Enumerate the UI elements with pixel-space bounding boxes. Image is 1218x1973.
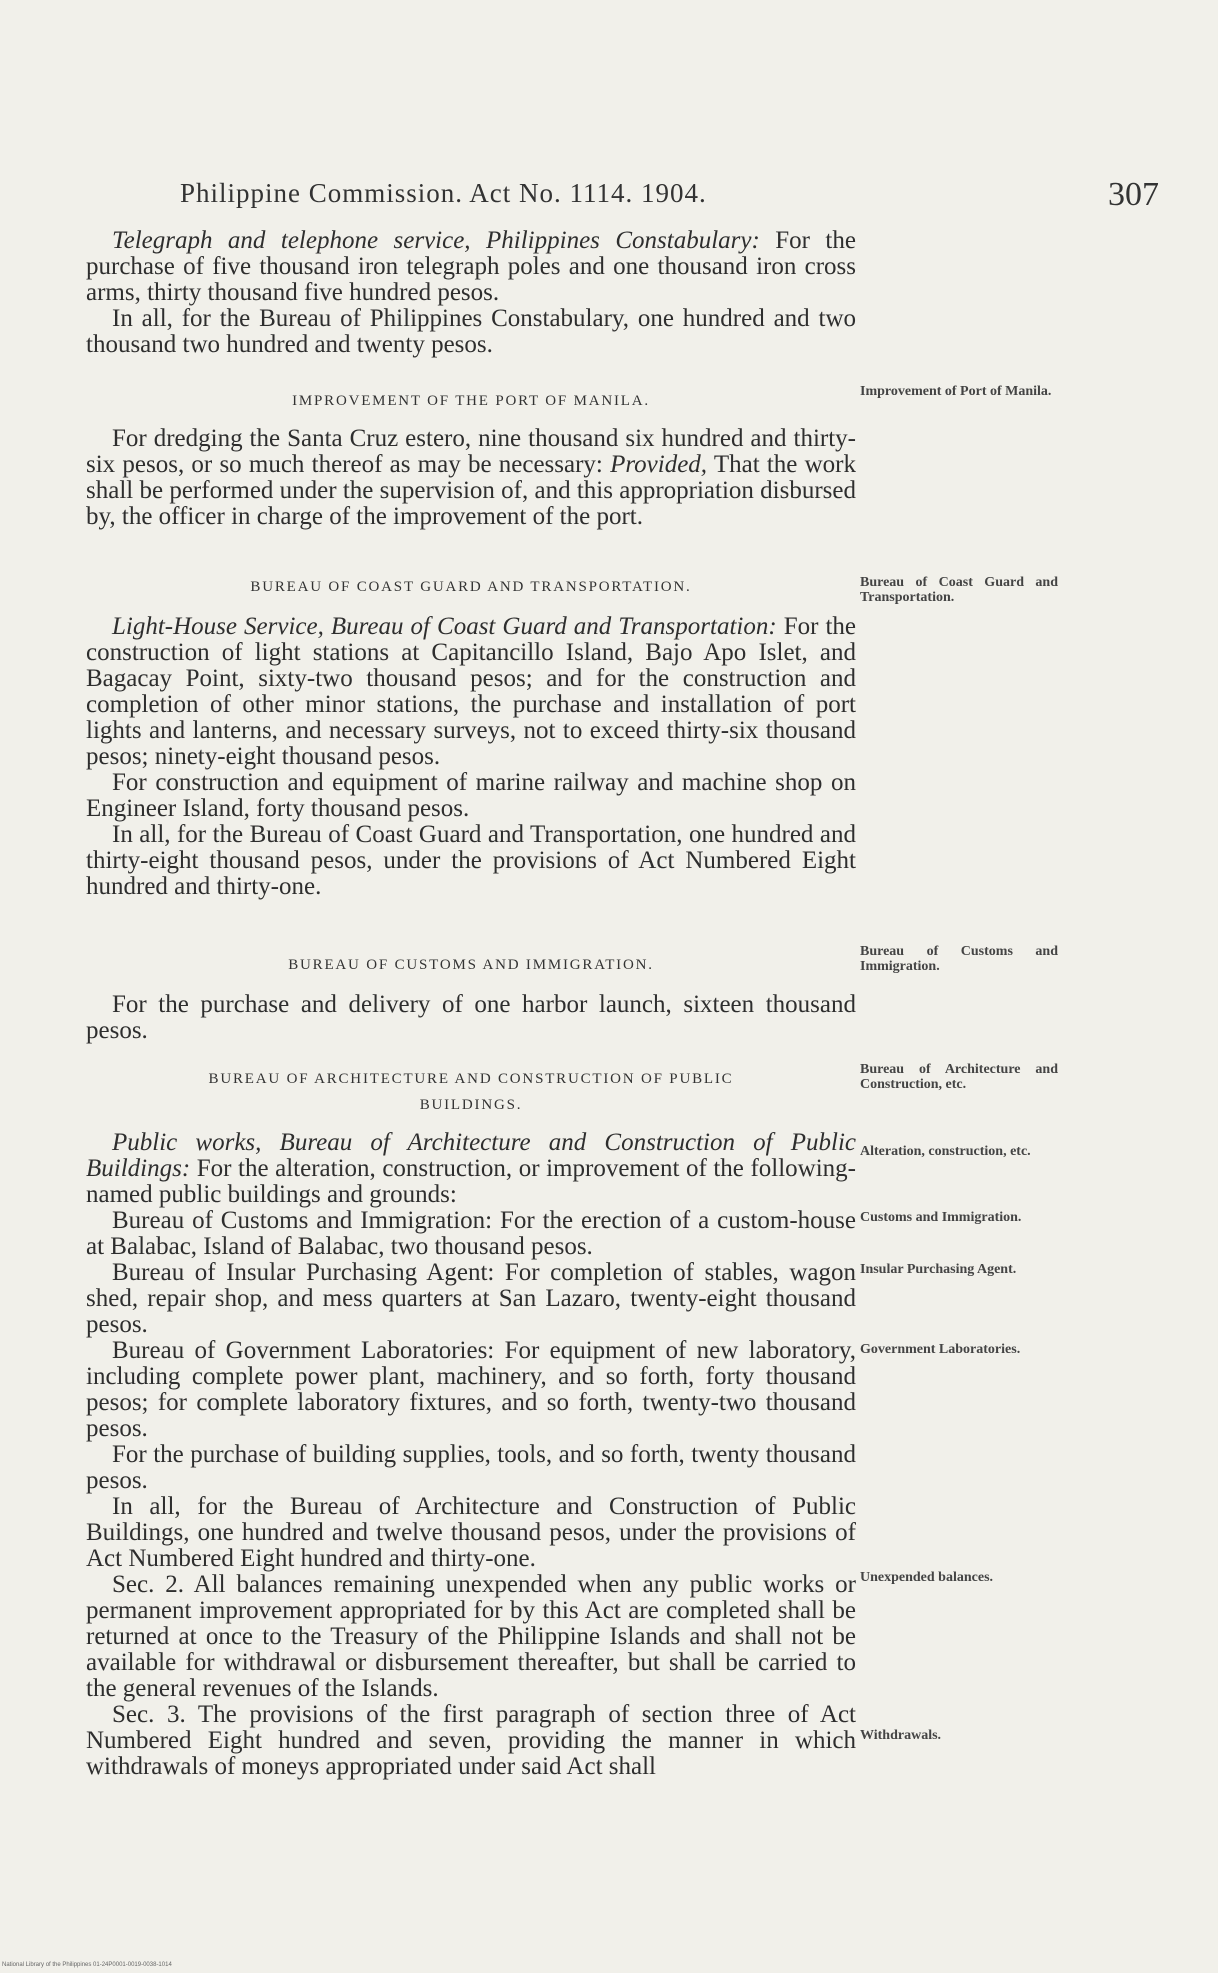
- heading-coast-guard: BUREAU OF COAST GUARD AND TRANSPORTATION.: [250, 579, 692, 595]
- scan-footer: National Library of the Philippines 01-24P0001-0019-0038-1014: [2, 1962, 172, 1968]
- section-constabulary: [86, 228, 856, 358]
- page-number: 307: [1108, 176, 1159, 213]
- paragraph-heading-italic: Public works, Bureau of Architecture and Construction of Public Buildings:: [86, 1129, 856, 1182]
- paragraph-government-laboratories: Bureau of Government Laboratories: For equipment of new laboratory, including complete power plant, machinery, and so forth, forty thousand pesos; for complete laboratory fixtures, and so forth, twenty-two thousand pesos.: [86, 1337, 856, 1442]
- margin-note-coast-guard: Bureau of Coast Guard and Transportation.: [860, 575, 1058, 605]
- margin-note-customs: Customs and Immigration.: [860, 1210, 1022, 1225]
- heading-line: BUILDINGS.: [419, 1097, 523, 1113]
- paragraph-section-3: Sec. 3. The provisions of the first paragraph of section three of Act Numbered Eight hundred and seven, providing the manner in which withdrawals of moneys appropriated under said Act shall: [86, 1701, 856, 1780]
- paragraph-architecture-total: In all, for the Bureau of Architecture and Construction of Public Buildings, one hundred and twelve thousand pesos, under the provisions of Act Numbered Eight hundred and thirty-one.: [86, 1493, 856, 1572]
- paragraph-telegraph: [86, 228, 856, 306]
- heading-architecture: [86, 1066, 856, 1118]
- paragraph-insular-purchasing: Bureau of Insular Purchasing Agent: For completion of stables, wagon shed, repair shop, and mess quarters at San Lazaro, twenty-eight thousand pesos.: [86, 1259, 856, 1338]
- margin-note-insular-purchasing: Insular Purchasing Agent.: [860, 1262, 1017, 1277]
- section-coast-guard: [86, 614, 856, 900]
- paragraph-text: For dredging the Santa Cruz estero, nine thousand six hundred and thirty-six pesos, or so much thereof as may be necessary:: [86, 425, 856, 478]
- paragraph-marine-railway: For construction and equipment of marine railway and machine shop on Engineer Island, forty thousand pesos.: [86, 769, 856, 822]
- margin-note-unexpended: Unexpended balances.: [860, 1570, 994, 1585]
- paragraph-coast-guard-total: In all, for the Bureau of Coast Guard and Transportation, one hundred and thirty-eight thousand pesos, under the provisions of Act Numbered Eight hundred and thirty-one.: [86, 821, 856, 900]
- proviso-italic: Provided,: [610, 451, 708, 478]
- paragraph-section-2: Sec. 2. All balances remaining unexpended when any public works or permanent improvement appropriated for by this Act are completed shall be returned at once to the Treasury of the Philippine Islands and shall not be available for withdrawal or disbursement thereafter, but shall be carried to the general revenues of the Islands.: [86, 1571, 856, 1702]
- paragraph-light-house: [86, 614, 856, 770]
- margin-note-alteration: Alteration, construction, etc.: [860, 1144, 1031, 1159]
- paragraph-harbor-launch: For the purchase and delivery of one harbor launch, sixteen thousand pesos.: [86, 991, 856, 1044]
- running-header: Philippine Commission. Act No. 1114. 1904.: [180, 178, 707, 208]
- paragraph-text: For the alteration, construction, or improvement of the following-named public buildings and grounds:: [86, 1155, 856, 1208]
- paragraph-constabulary-total: In all, for the Bureau of Philippines Constabulary, one hundred and two thousand two hundred and twenty pesos.: [86, 305, 856, 358]
- margin-note-architecture: Bureau of Architecture and Construction, etc.: [860, 1062, 1058, 1092]
- paragraph-public-works: [86, 1130, 856, 1208]
- section-customs-immigration: [86, 992, 856, 1044]
- paragraph-text: That the work shall be performed under the supervision of, and this appropriation disbursed by, the officer in charge of the improvement of the port.: [86, 451, 856, 530]
- margin-note-customs-immigration: Bureau of Customs and Immigration.: [860, 944, 1058, 974]
- section-architecture: [86, 1130, 856, 1780]
- margin-note-port-of-manila: Improvement of Port of Manila.: [860, 384, 1052, 399]
- heading-port-of-manila: IMPROVEMENT OF THE PORT OF MANILA.: [292, 393, 650, 409]
- paragraph-heading-italic: Light-House Service, Bureau of Coast Guard and Transportation:: [112, 613, 777, 640]
- paragraph-text: For the purchase of five thousand iron telegraph poles and one thousand iron cross arms, thirty thousand five hundred pesos.: [86, 227, 856, 306]
- heading-line: BUREAU OF ARCHITECTURE AND CONSTRUCTION OF PUBLIC: [208, 1071, 734, 1087]
- margin-note-withdrawals: Withdrawals.: [860, 1728, 942, 1743]
- paragraph-heading-italic: Telegraph and telephone service, Philippines Constabulary:: [112, 227, 760, 254]
- paragraph-dredging: [86, 426, 856, 530]
- paragraph-building-supplies: For the purchase of building supplies, tools, and so forth, twenty thousand pesos.: [86, 1441, 856, 1494]
- margin-note-government-laboratories: Government Laboratories.: [860, 1342, 1021, 1357]
- paragraph-customs-house: Bureau of Customs and Immigration: For the erection of a custom-house at Balabac, Island of Balabac, two thousand pesos.: [86, 1207, 856, 1260]
- paragraph-text: For the construction of light stations at Capitancillo Island, Bajo Apo Islet, and Bagacay Point, sixty-two thousand pesos; and for the construction and completion of other minor stations, the purchase and installation of port lights and lanterns, and necessary surveys, not to exceed thirty-six thousand pesos; ninety-eight thousand pesos.: [86, 613, 856, 770]
- section-port-of-manila: [86, 426, 856, 530]
- heading-customs-immigration: BUREAU OF CUSTOMS AND IMMIGRATION.: [288, 957, 654, 973]
